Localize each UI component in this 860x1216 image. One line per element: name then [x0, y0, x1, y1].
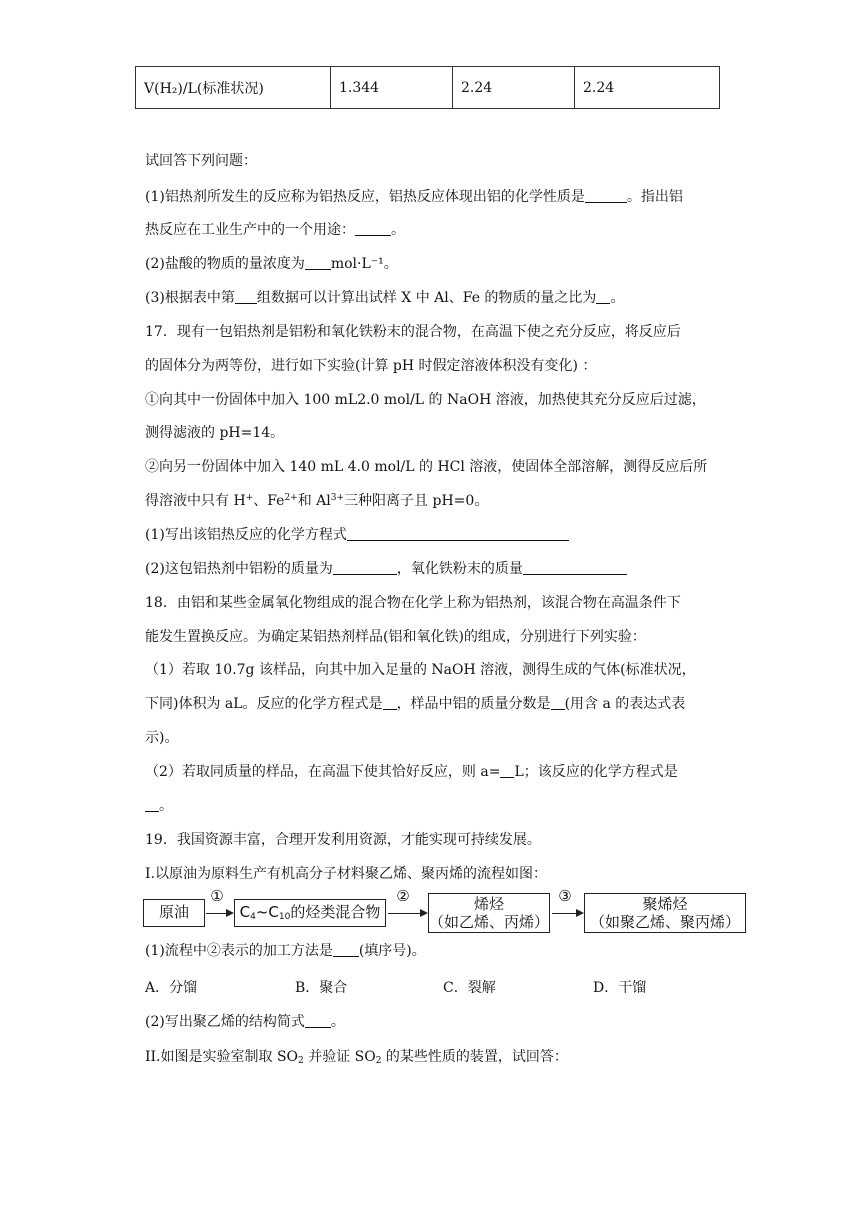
- answer-blank: [551, 695, 565, 710]
- text-line: II.如图是实验室制取 $SO_2$ 并验证 $SO_2$ 的某些性质的装置，试回答：: [145, 1049, 568, 1066]
- option-a: A．分馏: [145, 980, 198, 996]
- text-line: (2)这包铝热剂中铝粉的质量为 ，氧化铁粉末的质量: [145, 559, 725, 579]
- text-line: ②向另一份固体中加入 140 mL 4.0 mol/L 的 HCl 溶液，使固体全部溶解，测得反应后所: [145, 459, 708, 475]
- data-table: [135, 66, 720, 109]
- step-1-label: ①: [210, 887, 224, 905]
- answer-blank: [500, 763, 514, 778]
- table-cell: 2.24: [453, 67, 575, 109]
- flow-box-hydrocarbon-mixture: $C_4\sim C_{10}$的烃类混合物: [234, 899, 386, 927]
- text-line: (2)写出聚乙烯的结构简式 。: [145, 1014, 345, 1030]
- text-line: (1)流程中②表示的加工方法是 (填序号)。: [145, 943, 426, 959]
- option-b: B．聚合: [295, 980, 348, 996]
- text-line: 的固体分为两等份，进行如下实验(计算 pH 时假定溶液体积没有变化) ：: [145, 358, 597, 374]
- text-line: (1)写出该铝热反应的化学方程式: [145, 525, 725, 545]
- box-subtitle: （如乙烯、丙烯）: [429, 913, 550, 931]
- box-title: 聚烯烃: [642, 895, 688, 913]
- flow-arrow: [552, 913, 582, 914]
- step-2-label: ②: [396, 887, 410, 905]
- answer-blank: [235, 289, 257, 304]
- process-flowchart: [143, 887, 748, 941]
- answer-blank: [333, 560, 397, 575]
- answer-blank: [383, 695, 397, 710]
- answer-blank: [585, 188, 627, 203]
- flow-arrow: [388, 913, 426, 914]
- table-cell: V(H₂)/L(标准状况): [136, 67, 331, 109]
- text-line: 得溶液中只有 H+、$Fe^{2+}$和 $Al^{3+}$三种阳离子且 pH=0。: [145, 493, 489, 509]
- text-line: 19．我国资源丰富，合理开发利用资源，才能实现可持续发展。: [145, 832, 541, 848]
- answer-blank: [145, 797, 159, 812]
- flow-box-polyolefins: [584, 893, 746, 933]
- text-line: I.以原油为原料生产有机高分子材料聚乙烯、聚丙烯的流程如图：: [145, 866, 547, 882]
- flow-arrow: [206, 913, 232, 914]
- answer-blank: [333, 942, 359, 957]
- answer-blank: [523, 560, 627, 575]
- box-title: 烯烃: [473, 895, 504, 913]
- flow-box-olefins: [428, 893, 550, 933]
- answer-blank: [347, 526, 569, 541]
- option-d: D．干馏: [593, 980, 647, 996]
- table-cell: 1.344: [331, 67, 453, 109]
- answer-blank: [355, 221, 391, 236]
- flow-box-crude-oil: 原油: [143, 899, 205, 927]
- text-line: (1)铝热剂所发生的反应称为铝热反应，铝热反应体现出铝的化学性质是 。指出铝: [145, 189, 683, 205]
- text-line: 。: [145, 796, 725, 816]
- text-line: 下同)体积为 aL。反应的化学方程式是 ，样品中铝的质量分数是 (用含 a 的表达式表: [145, 696, 686, 712]
- text-line: ①向其中一份固体中加入 100 mL2.0 mol/L 的 NaOH 溶液，加热使其充分反应后过滤，: [145, 392, 706, 408]
- text-line: （2）若取同质量的样品，在高温下使其恰好反应，则 a= L；该反应的化学方程式是: [145, 764, 678, 780]
- text-line: (3)根据表中第 组数据可以计算出试样 X 中 Al、Fe 的物质的量之比为 。: [145, 290, 625, 306]
- text-line: 18．由铝和某些金属氧化物组成的混合物在化学上称为铝热剂，该混合物在高温条件下: [145, 595, 681, 611]
- answer-blank: [305, 255, 331, 270]
- text-line: 示)。: [145, 730, 179, 746]
- box-subtitle: （如聚乙烯、聚丙烯）: [589, 913, 740, 931]
- text-line: 热反应在工业生产中的一个用途： 。: [145, 222, 405, 238]
- option-c: C．裂解: [443, 980, 496, 996]
- answer-blank: [305, 1013, 331, 1028]
- text-line: （1）若取 10.7g 该样品，向其中加入足量的 NaOH 溶液，测得生成的气体(标准状况，: [145, 662, 696, 678]
- text-line: 测得滤液的 pH=14。: [145, 425, 285, 441]
- text-line: 17．现有一包铝热剂是铝粉和氧化铁粉末的混合物，在高温下使之充分反应，将反应后: [145, 324, 681, 340]
- text-line: 试回答下列问题：: [145, 153, 257, 169]
- step-3-label: ③: [558, 887, 572, 905]
- answer-blank: [596, 289, 610, 304]
- table-cell: 2.24: [575, 67, 720, 109]
- text-line: 能发生置换反应。为确定某铝热剂样品(铝和氧化铁)的组成，分别进行下列实验：: [145, 629, 646, 645]
- text-line: (2)盐酸的物质的量浓度为 mol·L⁻¹。: [145, 256, 398, 272]
- table-row: [136, 67, 720, 109]
